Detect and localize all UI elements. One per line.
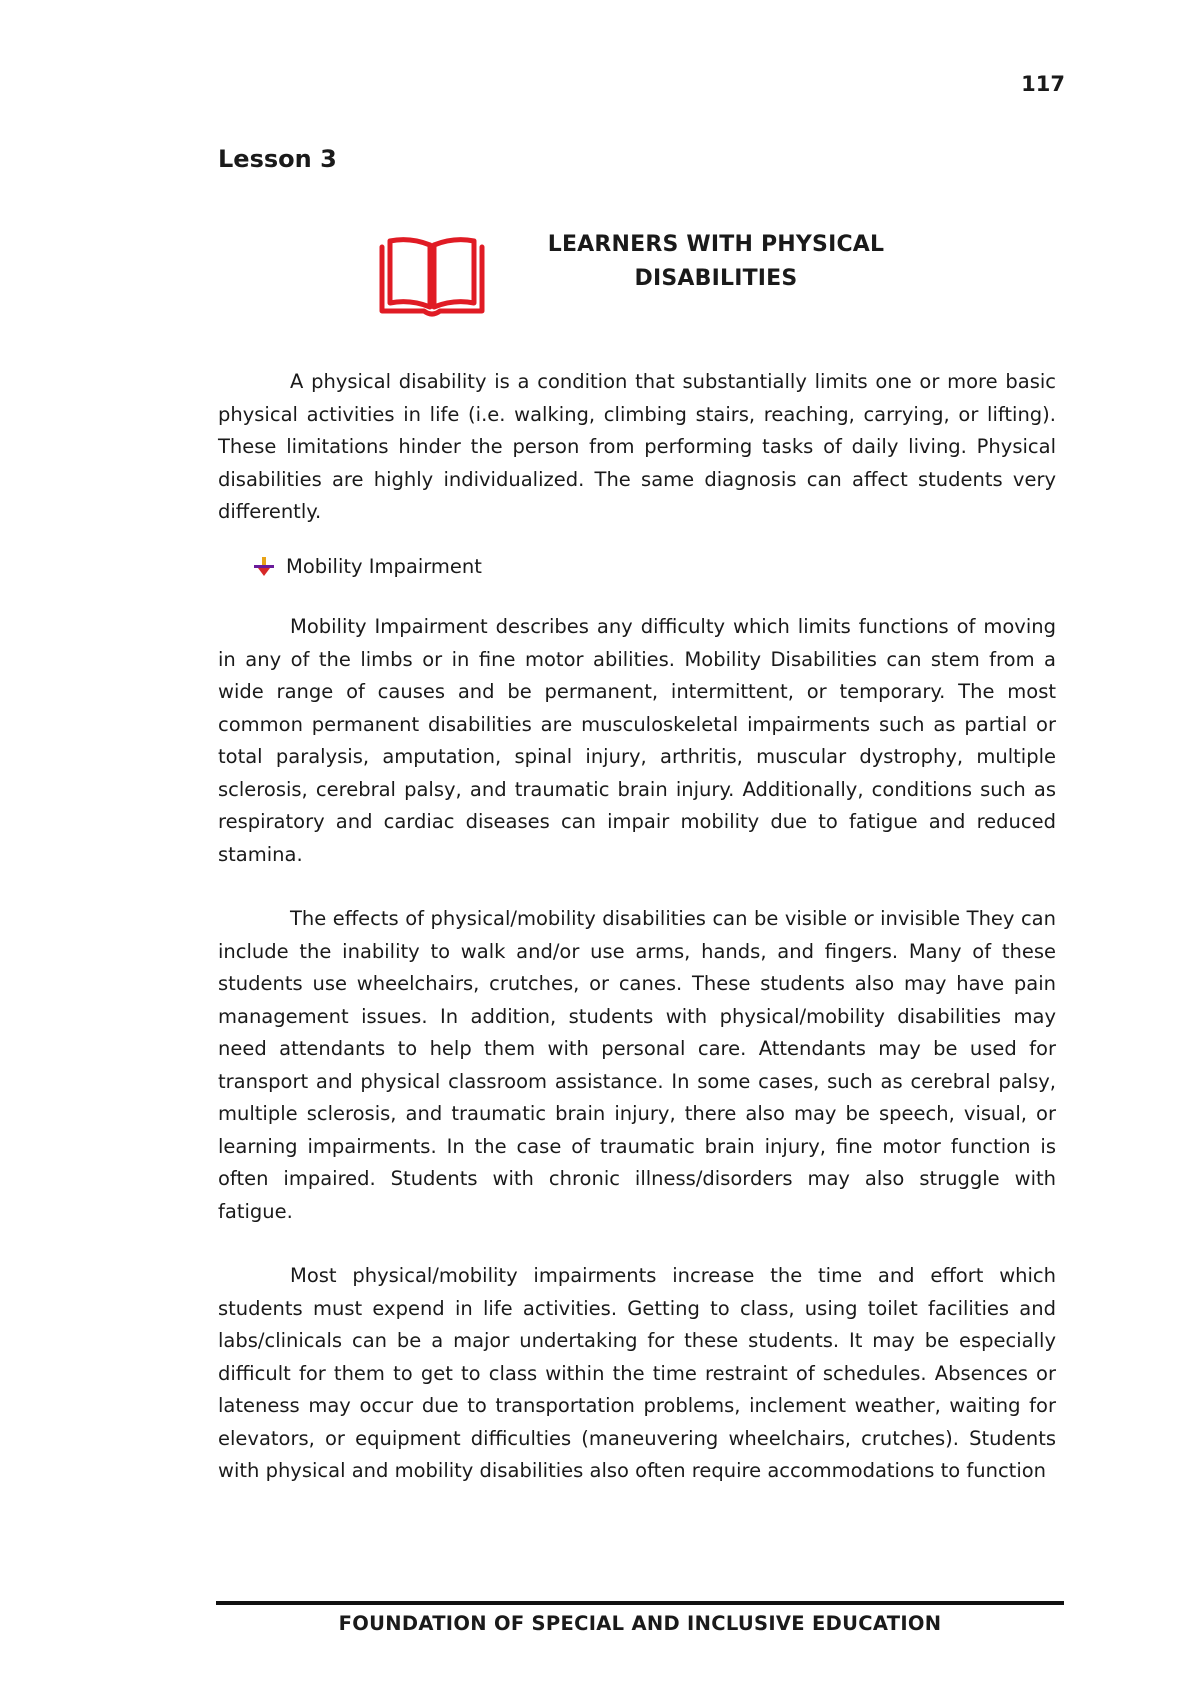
lesson-content bbox=[218, 366, 1056, 1520]
arrow-bullet-icon bbox=[254, 557, 274, 577]
bullet-heading-text: Mobility Impairment bbox=[286, 554, 482, 578]
lesson-label: Lesson 3 bbox=[218, 145, 337, 173]
paragraph: The effects of physical/mobility disabilities can be visible or invisible They can include the inability to walk and/or use arms, hands, and fingers. Many of these students use wheelchairs, crutches, or canes. These students also may have pain management issues. In addition, students with physical/mobility disabilities may need attendants to help them with personal care. Attendants may be used for transport and physical classroom assistance. In some cases, such as cerebral palsy, multiple sclerosis, and traumatic brain injury, there also may be speech, visual, or learning impairments. In the case of traumatic brain injury, fine motor function is often impaired. Students with chronic illness/disorders may also struggle with fatigue. bbox=[218, 907, 1056, 1223]
open-book-icon bbox=[378, 233, 486, 317]
bullet-heading bbox=[254, 551, 1056, 584]
lesson-title-block bbox=[378, 228, 898, 328]
footer-text: FOUNDATION OF SPECIAL AND INCLUSIVE EDUCATION bbox=[338, 1612, 942, 1635]
intro-paragraph: A physical disability is a condition that substantially limits one or more basic physical activities in life (i.e. walking, climbing stairs, reaching, carrying, or lifting). These limitations hinder the person from performing tasks of daily living. Physical disabilities are highly individualized. The same diagnosis can affect students very differently. bbox=[218, 370, 1056, 523]
lesson-title-line-1: LEARNERS WITH PHYSICAL bbox=[547, 232, 885, 257]
paragraph: Most physical/mobility impairments increase the time and effort which students must expend in life activities. Getting to class, using toilet facilities and labs/clinicals can be a major undertaking for these students. It may be especially difficult for them to get to class within the time restraint of schedules. Absences or lateness may occur due to transportation problems, inclement weather, waiting for elevators, or equipment difficulties (maneuvering wheelchairs, crutches). Students with physical and mobility disabilities also often require accommodations to function bbox=[218, 1264, 1056, 1482]
page-number: 117 bbox=[1021, 72, 1065, 96]
footer-divider bbox=[216, 1601, 1064, 1605]
lesson-title bbox=[516, 228, 916, 296]
paragraph: Mobility Impairment describes any difficulty which limits functions of moving in any of the limbs or in fine motor abilities. Mobility Disabilities can stem from a wide range of causes and be permanent, intermittent, or temporary. The most common permanent disabilities are musculoskeletal impairments such as partial or total paralysis, amputation, spinal injury, arthritis, muscular dystrophy, multiple sclerosis, cerebral palsy, and traumatic brain injury. Additionally, conditions such as respiratory and cardiac diseases can impair mobility due to fatigue and reduced stamina. bbox=[218, 615, 1056, 866]
lesson-title-line-2: DISABILITIES bbox=[634, 266, 798, 291]
